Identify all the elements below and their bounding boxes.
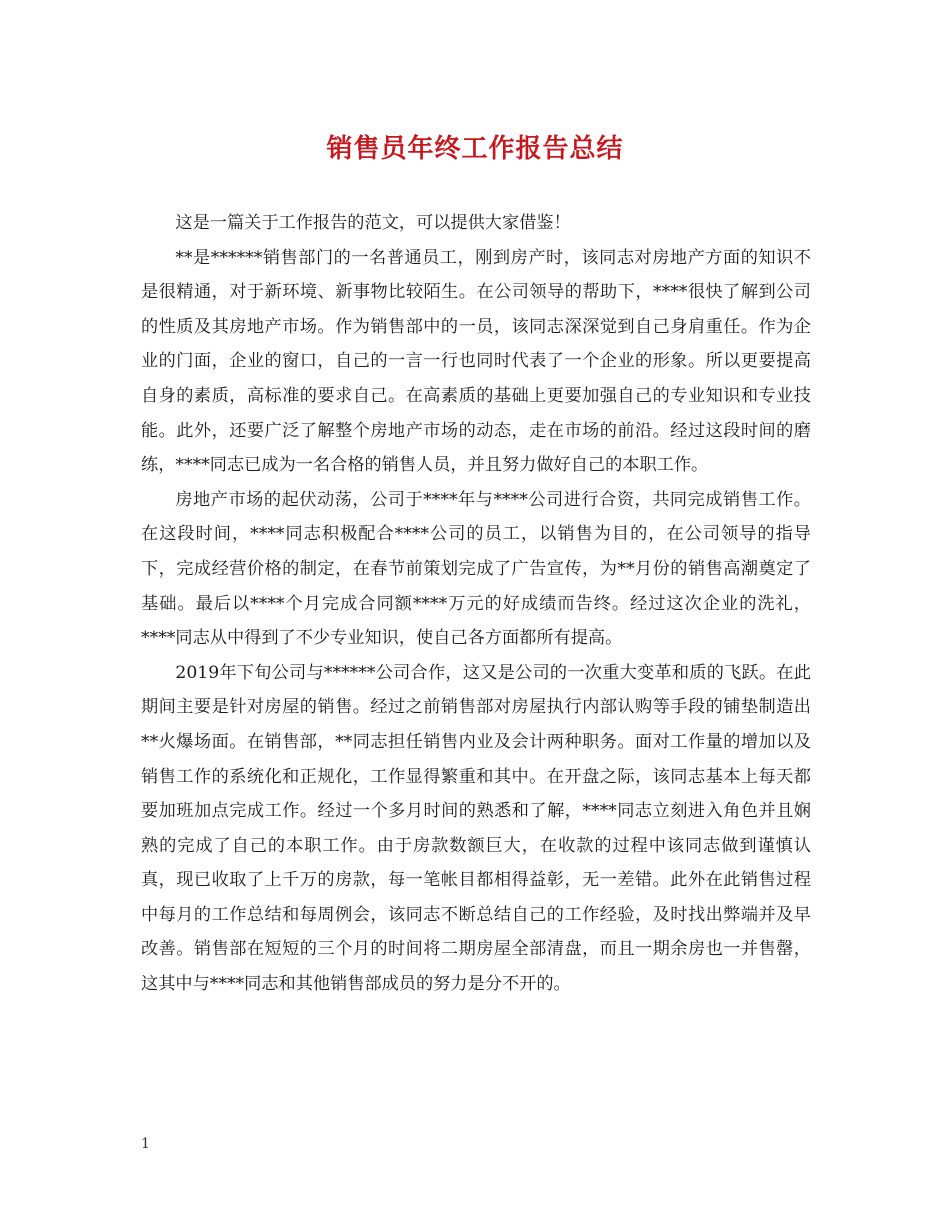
paragraph-3: 2019年下旬公司与******公司合作，这又是公司的一次重大变革和质的飞跃。在此期间主要是针对房屋的销售。经过之前销售部对房屋执行内部认购等手段的铺垫制造出**火爆场面。在销售部，**同志担任销售内业及会计两种职务。面对工作量的增加以及销售工作的系统化和正规化，工作显得繁重和其中。在开盘之际，该同志基本上每天都要加班加点完成工作。经过一个多月时间的熟悉和了解，****同志立刻进入角色并且娴熟的完成了自己的本职工作。由于房款数额巨大，在收款的过程中该同志做到谨慎认真，现已收取了上千万的房款，每一笔帐目都相得益彰，无一差错。此外在此销售过程中每月的工作总结和每周例会，该同志不断总结自己的工作经验，及时找出弊端并及早改善。销售部在短短的三个月的时间将二期房屋全部清盘，而且一期余房也一并售罄，这其中与****同志和其他销售部成员的努力是分不开的。 xyxy=(141,662,811,995)
page-number: 1 xyxy=(141,1136,150,1152)
paragraph-intro: 这是一篇关于工作报告的范文，可以提供大家借鉴！ xyxy=(175,213,571,233)
paragraph-1: **是******销售部门的一名普通员工，刚到房产时，该同志对房地产方面的知识不是很精通，对于新环境、新事物比较陌生。在公司领导的帮助下，****很快了解到公司的性质及其房地产市场。作为销售部中的一员，该同志深深觉到自己身肩重任。作为企业的门面，企业的窗口，自己的一言一行也同时代表了一个企业的形象。所以更要提高自身的素质，高标准的要求自己。在高素质的基础上更要加强自己的专业知识和专业技能。此外，还要广泛了解整个房地产市场的动态，走在市场的前沿。经过这段时间的磨练，****同志已成为一名合格的销售人员，并且努力做好自己的本职工作。 xyxy=(141,247,811,476)
paragraph-2: 房地产市场的起伏动荡，公司于****年与****公司进行合资，共同完成销售工作。在这段时间，****同志积极配合****公司的员工，以销售为目的，在公司领导的指导下，完成经营价格的制定，在春节前策划完成了广告宣传，为**月份的销售高潮奠定了基础。最后以****个月完成合同额****万元的好成绩而告终。经过这次企业的洗礼，****同志从中得到了不少专业知识，使自己各方面都所有提高。 xyxy=(141,489,811,649)
document-title: 销售员年终工作报告总结 xyxy=(326,134,624,164)
document-body xyxy=(141,206,811,1002)
